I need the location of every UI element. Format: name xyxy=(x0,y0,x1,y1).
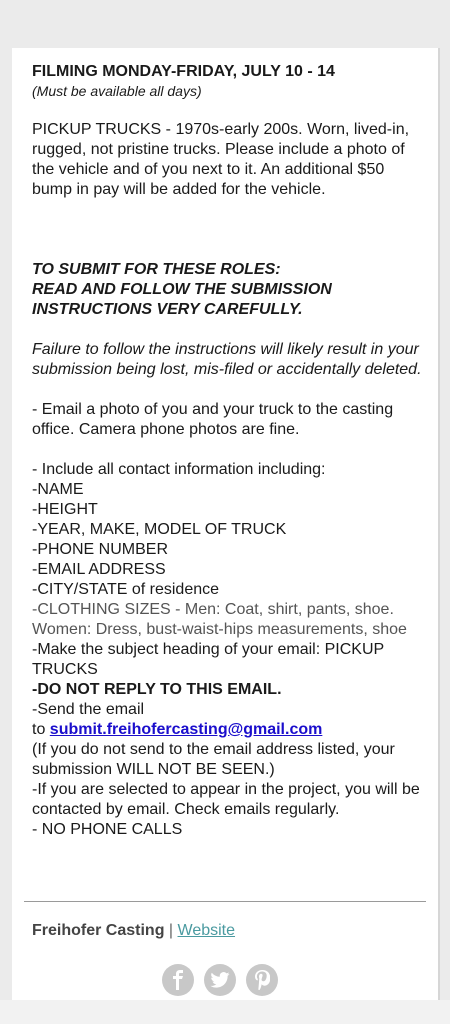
send-to-label: to xyxy=(32,721,50,738)
pinterest-icon[interactable] xyxy=(246,964,278,996)
contact-item-height: -HEIGHT xyxy=(32,501,98,518)
contact-intro: - Include all contact information including: xyxy=(32,461,326,478)
contact-item-name: -NAME xyxy=(32,481,84,498)
footer-separator: | xyxy=(164,922,178,939)
availability-note: (Must be available all days) xyxy=(32,83,202,99)
footer xyxy=(32,922,235,940)
company-name: Freihofer Casting xyxy=(32,922,165,939)
trucks-paragraph: PICKUP TRUCKS - 1970s-early 200s. Worn, lived-in, rugged, not pristine trucks. Please include a photo of the vehicle and of you next to it. An additional $50 bump in pay will be added for the vehicle. xyxy=(32,121,410,198)
social-links xyxy=(162,964,278,996)
clothing-sizes: -CLOTHING SIZES - Men: Coat, shirt, pants, shoe. Women: Dress, bust-waist-hips measurements, shoe xyxy=(32,601,407,638)
submit-heading-line-2: READ AND FOLLOW THE SUBMISSION INSTRUCTIONS VERY CAREFULLY. xyxy=(32,281,332,318)
contact-item-truck: -YEAR, MAKE, MODEL OF TRUCK xyxy=(32,521,287,538)
email-content xyxy=(32,62,424,840)
footer-divider xyxy=(24,901,426,902)
contact-item-email: -EMAIL ADDRESS xyxy=(32,561,166,578)
facebook-icon[interactable] xyxy=(162,964,194,996)
email-body-card xyxy=(12,48,438,1000)
page-edge xyxy=(438,48,440,1000)
bottom-strip xyxy=(0,1000,450,1024)
contact-item-city: -CITY/STATE of residence xyxy=(32,581,220,598)
twitter-icon[interactable] xyxy=(204,964,236,996)
contact-item-phone: -PHONE NUMBER xyxy=(32,541,169,558)
not-seen-warning: (If you do not send to the email address listed, your submission WILL NOT BE SEEN.) xyxy=(32,741,395,778)
send-email-line: -Send the email xyxy=(32,701,145,718)
do-not-reply: -DO NOT REPLY TO THIS EMAIL. xyxy=(32,681,282,698)
no-phone-calls: - NO PHONE CALLS xyxy=(32,821,183,838)
send-email-address-line xyxy=(32,720,424,740)
submit-email-link[interactable]: submit.freihofercasting@gmail.com xyxy=(49,721,323,738)
website-link[interactable]: Website xyxy=(177,922,236,939)
failure-warning: Failure to follow the instructions will likely result in your submission being lost, mis-filed or accidentally deleted. xyxy=(32,341,422,378)
filming-header: FILMING MONDAY-FRIDAY, JULY 10 - 14 xyxy=(32,63,335,80)
selected-note: -If you are selected to appear in the project, you will be contacted by email. Check emails regularly. xyxy=(32,781,420,818)
subject-heading-instruction: -Make the subject heading of your email: PICKUP TRUCKS xyxy=(32,641,384,678)
submit-heading-line-1: TO SUBMIT FOR THESE ROLES: xyxy=(32,261,281,278)
email-photo-instruction: - Email a photo of you and your truck to the casting office. Camera phone photos are fine. xyxy=(32,401,394,438)
